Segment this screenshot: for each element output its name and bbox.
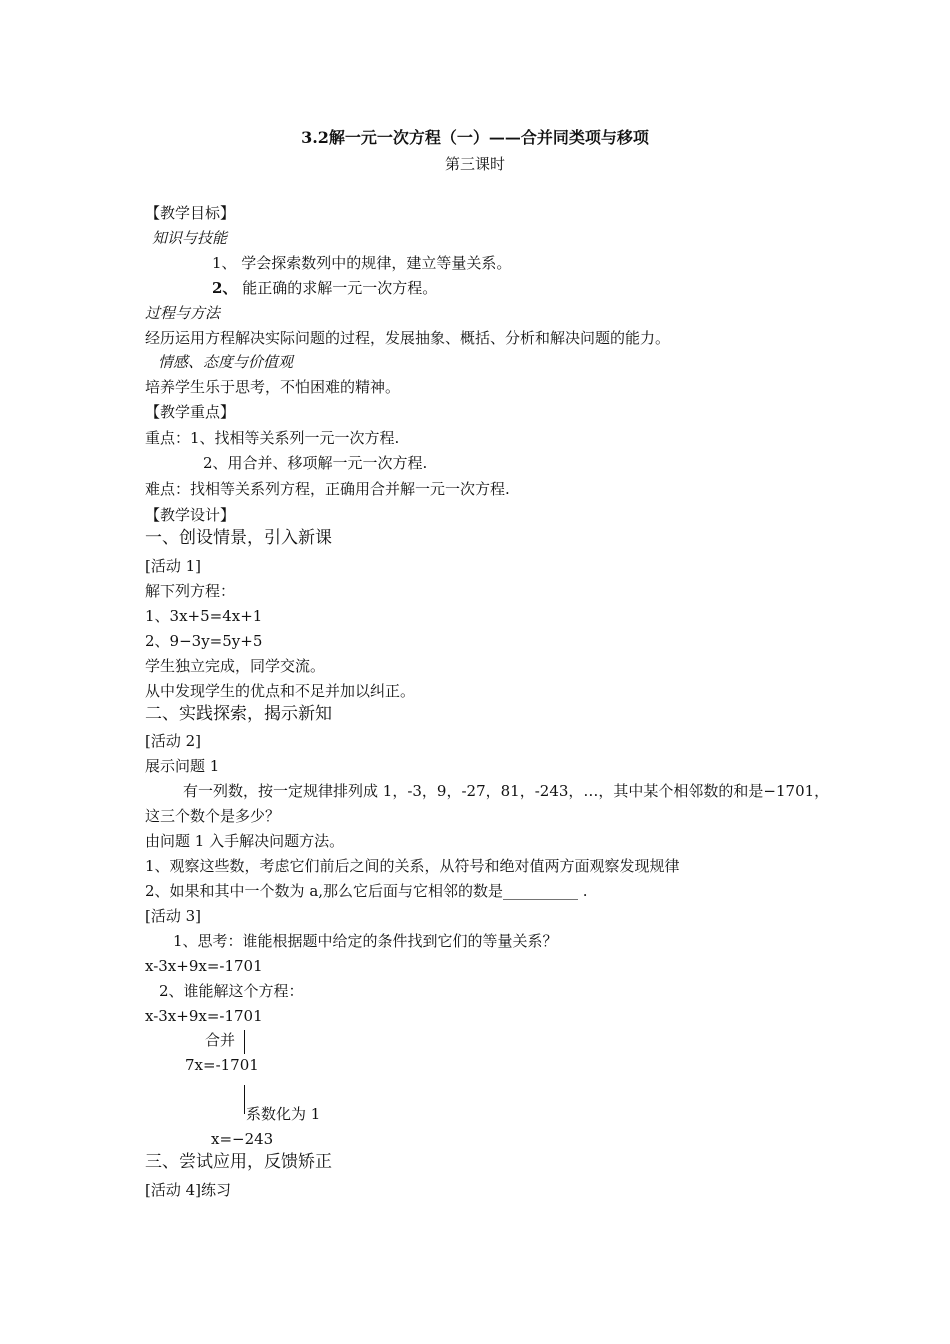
activity-4-label: [活动 4]练习 [145, 1181, 232, 1199]
activity-2-label: [活动 2] [145, 732, 202, 750]
process-label: 过程与方法 [145, 304, 221, 322]
solve-result: x=−243 [211, 1130, 274, 1148]
activity-1-label: [活动 1] [145, 557, 202, 575]
activity-3-question-1: 1、思考：谁能根据题中给定的条件找到它们的等量关系？ [173, 932, 558, 950]
goals-heading: 【教学目标】 [145, 204, 236, 222]
key-point-1: 重点：1、找相等关系列一元一次方程. [145, 429, 400, 447]
page-subtitle: 第三课时 [444, 155, 505, 173]
solve-equation-3: 7x=-1701 [185, 1056, 259, 1074]
section-2-title: 二、实践探索，揭示新知 [145, 704, 332, 724]
key-points-heading: 【教学重点】 [145, 403, 236, 421]
activity-1-intro: 解下列方程： [145, 582, 236, 600]
section-3-title: 三、尝试应用，反馈矫正 [145, 1152, 332, 1172]
activity-1-note-1: 学生独立完成，同学交流。 [145, 657, 326, 675]
activity-1-equation-1: 1、3x+5=4x+1 [145, 607, 263, 625]
activity-2-intro: 展示问题 1 [145, 757, 220, 775]
activity-1-note-2: 从中发现学生的优点和不足并加以纠正。 [145, 682, 416, 700]
knowledge-item-2 [212, 278, 437, 298]
problem-1-line-2: 这三个数个是多少？ [145, 807, 281, 825]
page-title: 3.2解一元一次方程（一）——合并同类项与移项 [301, 128, 649, 147]
knowledge-item-2-text: 能正确的求解一元一次方程。 [237, 279, 438, 297]
activity-3-label: [活动 3] [145, 907, 202, 925]
process-text: 经历运用方程解决实际问题的过程，发展抽象、概括、分析和解决问题的能力。 [145, 329, 671, 347]
knowledge-item-2-number: 2、 [212, 279, 238, 297]
solve-step-coefficient-bar [244, 1085, 245, 1114]
solve-step-combine-bar [244, 1030, 245, 1054]
problem-1-method: 由问题 1 入手解决问题方法。 [145, 832, 345, 850]
activity-3-question-2: 2、谁能解这个方程： [159, 982, 304, 1000]
activity-3-equation-2: x-3x+9x=-1701 [145, 1007, 263, 1025]
problem-1-step-2: 2、如果和其中一个数为 a,那么它后面与它相邻的数是__________ . [145, 882, 588, 900]
section-1-title: 一、创设情景，引入新课 [145, 528, 332, 548]
problem-1-line-1: 有一列数，按一定规律排列成 1，-3，9，-27，81，-243，…，其中某个相邻数的和是−1701， [183, 782, 830, 800]
emotion-text: 培养学生乐于思考，不怕困难的精神。 [145, 378, 401, 396]
activity-3-equation-1: x-3x+9x=-1701 [145, 957, 263, 975]
key-point-2: 2、用合并、移项解一元一次方程. [203, 454, 428, 472]
knowledge-label: 知识与技能 [152, 229, 228, 247]
design-heading: 【教学设计】 [145, 506, 236, 524]
problem-1-step-1: 1、观察这些数，考虑它们前后之间的关系，从符号和绝对值两方面观察发现规律 [145, 857, 680, 875]
knowledge-item-1: 1、 学会探索数列中的规律，建立等量关系。 [212, 254, 512, 272]
solve-step-coefficient: 系数化为 1 [246, 1105, 321, 1123]
solve-step-combine: 合并 [205, 1031, 236, 1049]
activity-1-equation-2: 2、9−3y=5y+5 [145, 632, 263, 650]
difficulty-point: 难点：找相等关系列方程，正确用合并解一元一次方程. [145, 480, 510, 498]
emotion-label: 情感、态度与价值观 [158, 353, 294, 371]
